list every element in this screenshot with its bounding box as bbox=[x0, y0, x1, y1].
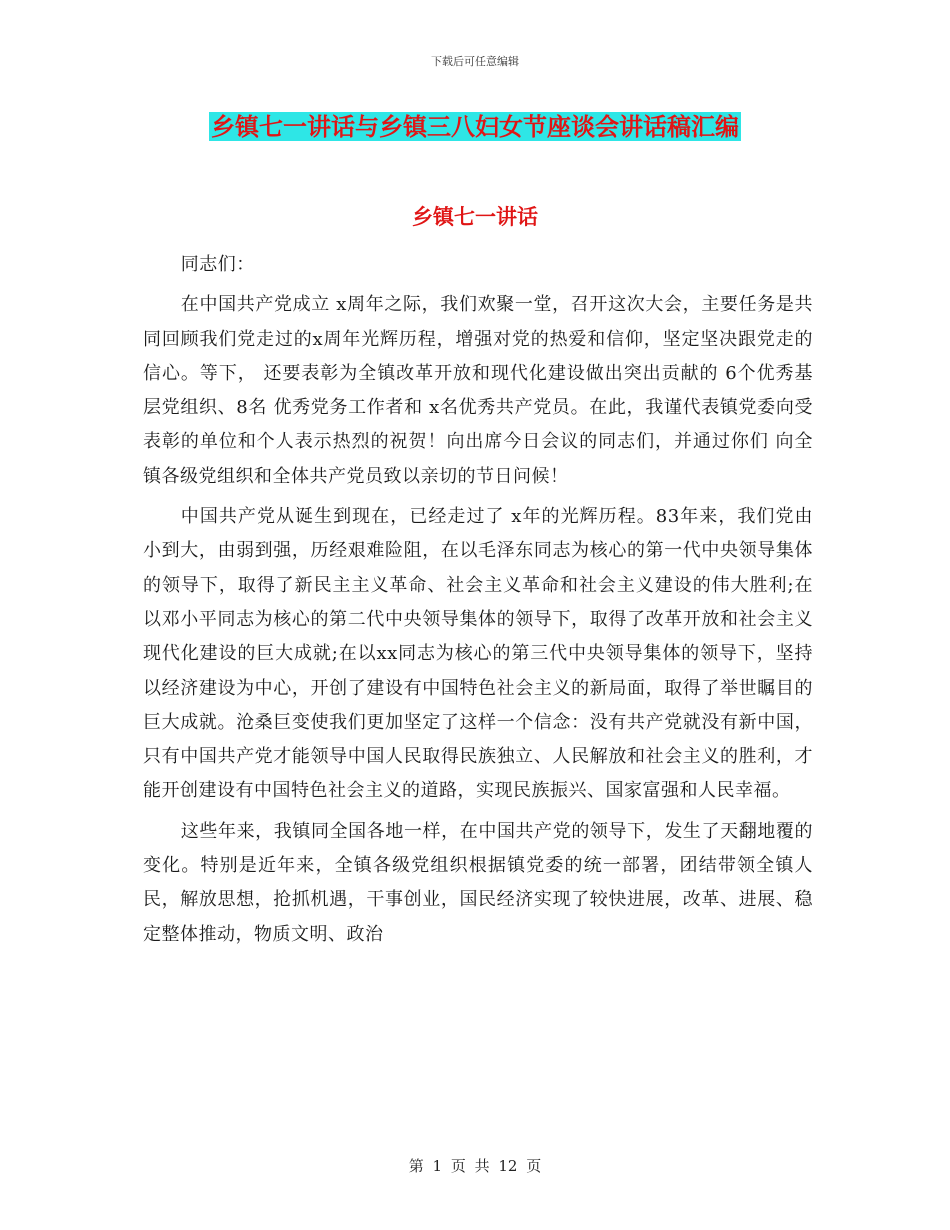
document-title bbox=[0, 110, 950, 144]
document-body bbox=[143, 248, 813, 958]
paragraph-1: 在中国共产党成立 x周年之际，我们欢聚一堂，召开这次大会，主要任务是共同回顾我们党走过的x周年光辉历程，增强对党的热爱和信仰，坚定坚决跟党走的信心。等下， 还要表彰为全镇改革开放和现代化建设做出突出贡献的 6个优秀基层党组织、8名 优秀党务工作者和 x名优秀共产党员。在此，我谨代表镇党委向受表彰的单位和个人表示热烈的祝贺！向出席今日会议的同志们，并通过你们 向全镇各级党组织和全体共产党员致以亲切的节日问候！ bbox=[143, 294, 813, 487]
salutation: 同志们： bbox=[180, 254, 255, 275]
section-title: 乡镇七一讲话 bbox=[412, 204, 538, 229]
page-header-note: 下载后可任意编辑 bbox=[431, 55, 519, 68]
document-title-text: 乡镇七一讲话与乡镇三八妇女节座谈会讲话稿汇编 bbox=[211, 112, 739, 141]
page-footer: 第 1 页 共 12 页 bbox=[408, 1157, 542, 1175]
paragraph-3: 这些年来，我镇同全国各地一样，在中国共产党的领导下，发生了天翻地覆的变化。特别是近年来，全镇各级党组织根据镇党委的统一部署，团结带领全镇人民，解放思想，抢抓机遇，干事创业，国民经济实现了较快进展，改革、进展、稳定整体推动，物质文明、政治 bbox=[143, 820, 813, 945]
paragraph-2: 中国共产党从诞生到现在，已经走过了 x年的光辉历程。83年来，我们党由小到大，由弱到强，历经艰难险阻，在以毛泽东同志为核心的第一代中央领导集体的领导下，取得了新民主主义革命、社会主义革命和社会主义建设的伟大胜利;在以邓小平同志为核心的第二代中央领导集体的领导下，取得了改革开放和社会主义现代化建设的巨大成就;在以xx同志为核心的第三代中央领导集体的领导下，坚持以经济建设为中心，开创了建设有中国特色社会主义的新局面，取得了举世瞩目的巨大成就。沧桑巨变使我们更加坚定了这样一个信念：没有共产党就没有新中国，只有中国共产党才能领导中国人民取得民族独立、人民解放和社会主义的胜利，才能开创建设有中国特色社会主义的道路，实现民族振兴、国家富强和人民幸福。 bbox=[143, 506, 813, 802]
